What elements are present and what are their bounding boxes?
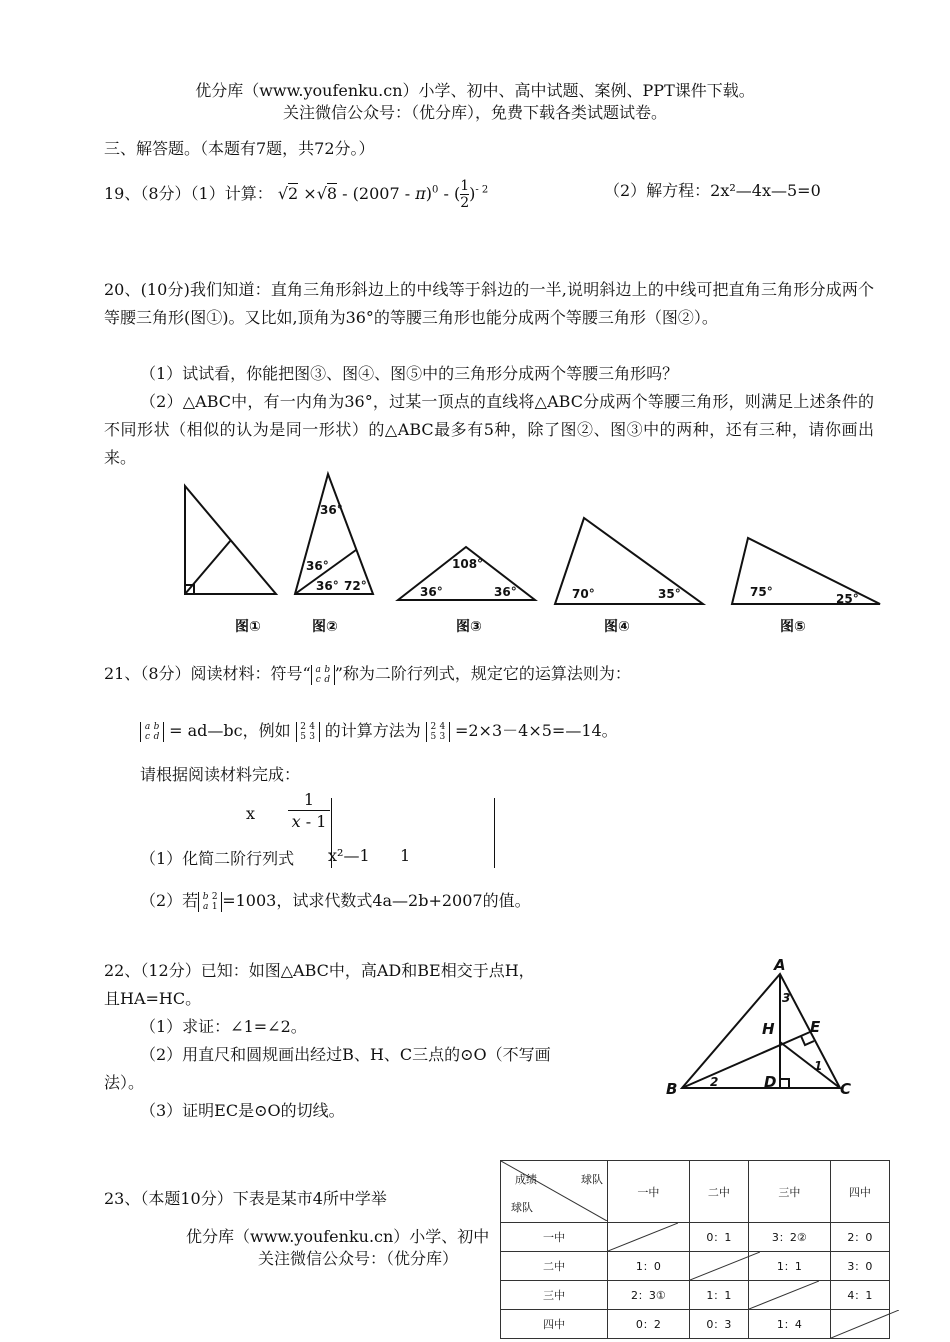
corner-top: 成绩: [515, 1173, 537, 1186]
f3-left-angle: 36°: [420, 585, 443, 599]
q20-para-1: 20、(10分)我们知道：直角三角形斜边上的中线等于斜边的一半,说明斜边上的中线可把直角三角形分成两个等腰三角形(图①)。又比如,顶角为36°的等腰三角形也能分成两个等腰三角形（图②）。: [104, 280, 874, 327]
label-e: E: [810, 1018, 821, 1036]
f3-top-angle: 108°: [452, 557, 484, 571]
q22-line-6: （3）证明EC是⊙O的切线。: [140, 1101, 345, 1120]
fig5-label: 图⑤: [780, 619, 806, 635]
altitude-be: [682, 1032, 810, 1088]
f2-top-angle: 36°: [320, 503, 343, 517]
q21-rule-b: 的计算方法为: [324, 721, 421, 740]
det-symbol: a b c d: [311, 665, 335, 685]
angle-3: 3: [782, 991, 791, 1005]
f2-left-angle: 36°: [306, 559, 329, 573]
q19-part2: （2）解方程：2x²—4x—5=0: [604, 181, 821, 200]
right-angle-e: [801, 1036, 814, 1045]
m-right-bar: [494, 798, 495, 868]
table-cell: 1：1: [748, 1252, 830, 1281]
table-row: [501, 1281, 890, 1310]
table-cell: 1：1: [689, 1281, 748, 1310]
q22-line-1: 22、（12分）已知：如图△ABC中，高AD和BE相交于点H，: [104, 961, 535, 980]
q21-rule: [140, 718, 618, 742]
footer-line-1: 优分库（www.youfenku.cn）小学、初中: [186, 1227, 490, 1246]
table-cell: 2：3①: [608, 1281, 690, 1310]
q19-line: [104, 178, 488, 211]
row-header: 三中: [501, 1281, 608, 1310]
f2-mid-angle: 36°: [316, 579, 339, 593]
table-corner: [501, 1161, 608, 1223]
q21-part2-b: =1003，试求代数式4a—2b+2007的值。: [222, 891, 531, 910]
header-line-2: 关注微信公众号：（优分库），免费下载各类试题试卷。: [282, 103, 667, 122]
det-abcd: a b c d: [140, 722, 164, 742]
col-header: 三中: [748, 1161, 830, 1223]
det-example-2: 2 4 5 3: [426, 722, 450, 742]
q21-intro-a: 21、（8分）阅读材料：符号“: [104, 664, 311, 683]
table-cell: 3：2②: [748, 1223, 830, 1252]
empty-diagonal-cell: [830, 1310, 889, 1339]
q21-rule-c: =2×3－4×5=—14。: [454, 721, 618, 740]
row-header: 二中: [501, 1252, 608, 1281]
table-row: [501, 1310, 890, 1339]
m-fraction: 1 x - 1: [288, 790, 330, 833]
right-angle-d: [780, 1079, 789, 1088]
col-header: 四中: [830, 1161, 889, 1223]
col-header: 一中: [608, 1161, 690, 1223]
fig2-label: 图②: [312, 619, 338, 635]
q19-prefix: 19、（8分）（1）计算：: [104, 184, 273, 203]
f5-right-angle: 25°: [836, 592, 859, 606]
q21-part2: [140, 888, 531, 912]
label-c: C: [840, 1080, 852, 1098]
row-header: 一中: [501, 1223, 608, 1252]
det-ba21: b 2 a 1: [198, 892, 222, 912]
q21-complete: 请根据阅读材料完成：: [140, 765, 301, 784]
fig2-triangle: [295, 474, 373, 594]
q22-line-2: 且HA=HC。: [104, 989, 202, 1008]
q23-text: 23、（本题10分）下表是某市4所中学举: [104, 1189, 387, 1208]
q20-para-3: （2）△ABC中，有一内角为36°，过某一顶点的直线将△ABC分成两个等腰三角形，则满足上述条件的不同形状（相似的认为是同一形状）的△ABC最多有5种，除了图②、图③中的两种，还有三种，请你画出来。: [104, 392, 874, 467]
m-one: 1: [400, 846, 411, 865]
f5-left-angle: 75°: [750, 585, 773, 599]
table-cell: 1：0: [608, 1252, 690, 1281]
table-cell: 0：3: [689, 1310, 748, 1339]
col-header: 二中: [689, 1161, 748, 1223]
q19-formula: √2 ×√8 - (2007 - π)$^0$ - ( $\frac{1}{2}$ )$^{- 2}$: [277, 178, 489, 211]
empty-diagonal-cell: [689, 1252, 748, 1281]
f4-left-angle: 70°: [572, 587, 595, 601]
m-x: x: [246, 804, 256, 823]
empty-diagonal-cell: [748, 1281, 830, 1310]
section-title: 三、解答题。（本题有7题，共72分。）: [104, 139, 375, 158]
fig4-label: 图④: [604, 619, 630, 635]
corner-left: 球队: [511, 1201, 533, 1214]
det-example: 2 4 5 3: [296, 722, 320, 742]
table-cell: 4：1: [830, 1281, 889, 1310]
table-row: [501, 1223, 890, 1252]
label-a: A: [774, 956, 786, 974]
q20-para-2: （1）试试看，你能把图③、图④、图⑤中的三角形分成两个等腰三角形吗？: [140, 364, 679, 383]
q21-intro-b: ”称为二阶行列式，规定它的运算法则为：: [334, 664, 631, 683]
angle-1: 1: [814, 1059, 823, 1073]
corner-right: 球队: [581, 1173, 603, 1186]
table-cell: 1：4: [748, 1310, 830, 1339]
empty-diagonal-cell: [608, 1223, 690, 1252]
q21-part1: （1）化简二阶行列式: [140, 849, 295, 868]
table-cell: 0：2: [608, 1310, 690, 1339]
q22-line-3: （1）求证：∠1=∠2。: [140, 1017, 307, 1036]
label-h: H: [762, 1020, 775, 1038]
table-row: [501, 1252, 890, 1281]
fig3-label: 图③: [456, 619, 482, 635]
label-d: D: [764, 1073, 777, 1091]
table-cell: 0：1: [689, 1223, 748, 1252]
q21-intro: [104, 661, 631, 685]
row-header: 四中: [501, 1310, 608, 1339]
q22-line-4: （2）用直尺和圆规画出经过B、H、C三点的⊙O（不写画: [140, 1045, 551, 1064]
label-b: B: [666, 1080, 678, 1098]
q22-line-5: 法）。: [104, 1073, 145, 1092]
m-x2: x²—1: [328, 846, 370, 865]
score-table: [500, 1160, 890, 1339]
q21-rule-a: = ad—bc，例如: [169, 721, 291, 740]
q20-figures: [170, 470, 890, 610]
q21-part2-a: （2）若: [140, 891, 199, 910]
table-cell: 3：0: [830, 1252, 889, 1281]
fig1-label: 图①: [235, 619, 261, 635]
f2-right-angle: 72°: [344, 579, 367, 593]
table-cell: 2：0: [830, 1223, 889, 1252]
angle-2: 2: [710, 1075, 719, 1089]
header-line-1: 优分库（www.youfenku.cn）小学、初中、高中试题、案例、PPT课件下载。: [195, 81, 755, 100]
f4-right-angle: 35°: [658, 587, 681, 601]
f3-right-angle: 36°: [494, 585, 517, 599]
q22-figure: [660, 952, 860, 1104]
footer-line-2: 关注微信公众号：（优分库）: [258, 1249, 459, 1268]
